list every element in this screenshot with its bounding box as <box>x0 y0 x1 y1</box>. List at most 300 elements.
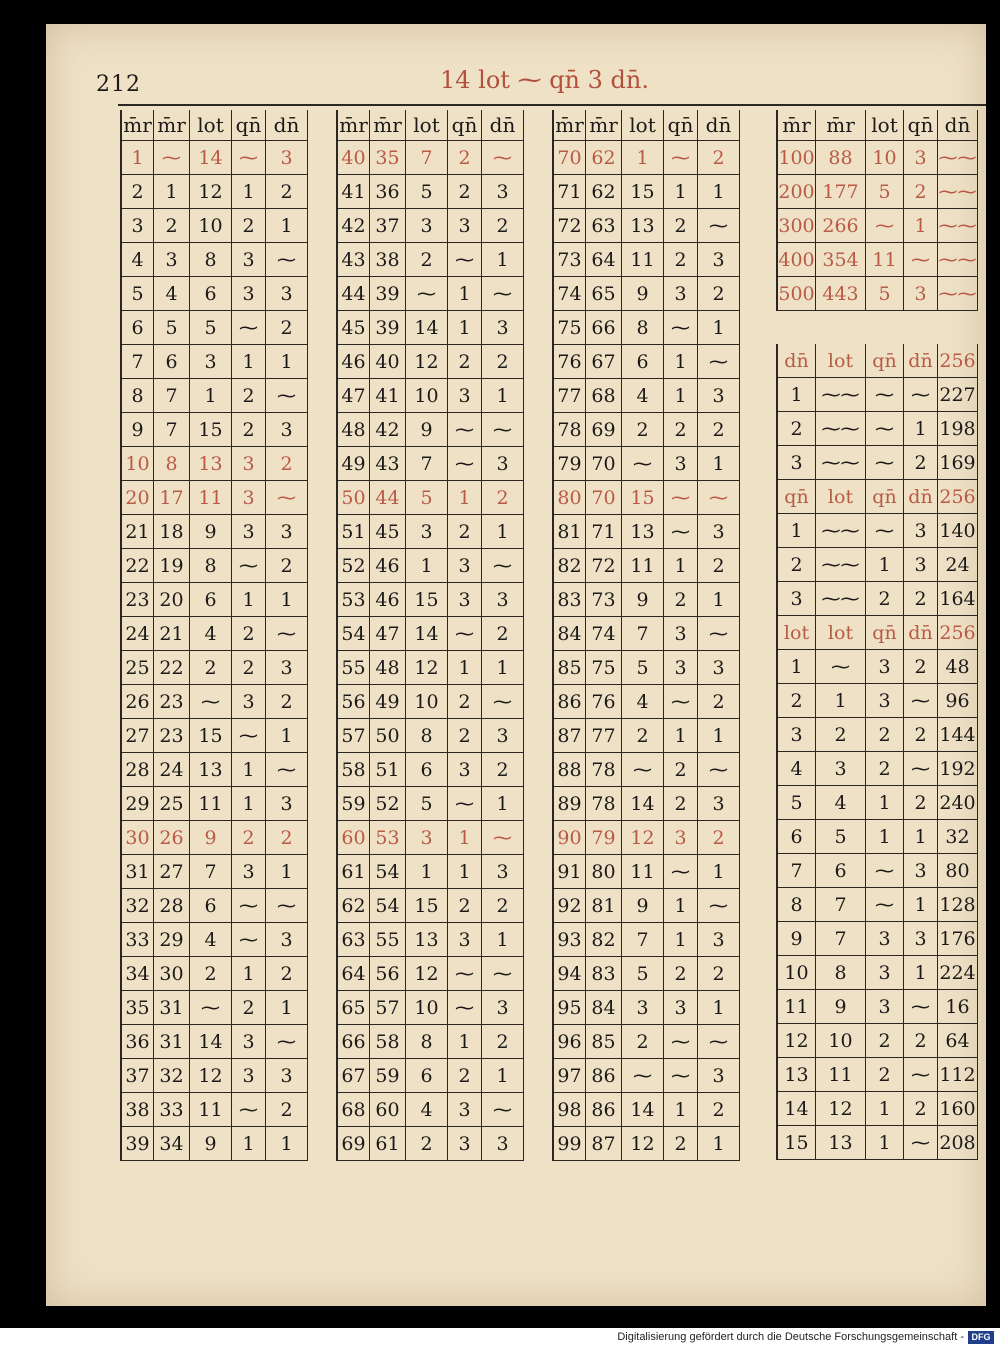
table-cell: 66 <box>336 1025 370 1058</box>
table-cell: ⁓ <box>232 889 266 922</box>
table-cell: 3 <box>406 821 448 854</box>
table-cell: ⁓ <box>232 141 266 174</box>
table-cell: ⁓ <box>448 413 482 446</box>
table-row <box>552 821 740 855</box>
table-cell: 10 <box>406 991 448 1024</box>
table-cell: 1 <box>266 345 308 378</box>
table-cell: ⁓ <box>482 957 524 990</box>
table-cell: 33 <box>154 1093 190 1126</box>
table-cell: 300 <box>776 209 816 242</box>
table-cell: 91 <box>552 855 586 888</box>
table-cell: 1 <box>154 175 190 208</box>
table-cell: 34 <box>154 1127 190 1160</box>
table-cell: 2 <box>904 1024 938 1057</box>
table-row <box>336 821 524 855</box>
table-cell: 5 <box>406 175 448 208</box>
table-row <box>120 685 308 719</box>
table-cell: 1 <box>664 549 698 582</box>
table-cell: 2 <box>232 209 266 242</box>
table-cell: 25 <box>120 651 154 684</box>
table-cell: 24 <box>154 753 190 786</box>
table-cell: 1 <box>698 855 740 888</box>
table-cell: 3 <box>698 923 740 956</box>
table-cell: 169 <box>938 446 978 479</box>
table-cell: ⁓ <box>266 1025 308 1058</box>
table-cell: 1 <box>698 583 740 616</box>
table-row <box>336 515 524 549</box>
table-cell: ⁓ <box>622 1059 664 1092</box>
table-cell: 1 <box>232 175 266 208</box>
table-cell: ⁓ <box>622 447 664 480</box>
table-cell: 4 <box>816 786 866 819</box>
table-cell: 2 <box>232 379 266 412</box>
table-cell: m̄r <box>552 110 586 140</box>
table-cell: ⁓ <box>482 821 524 854</box>
table-cell: 2 <box>698 821 740 854</box>
column-header-row <box>336 110 524 141</box>
table-cell: 10 <box>406 379 448 412</box>
table-cell: 13 <box>406 923 448 956</box>
table-cell: ⁓ <box>266 243 308 276</box>
table-cell: ⁓ <box>482 277 524 310</box>
table-cell: 11 <box>622 855 664 888</box>
table-cell: 2 <box>904 175 938 208</box>
table-cell: 4 <box>622 379 664 412</box>
table-cell: 12 <box>622 821 664 854</box>
table-cell: 11 <box>776 990 816 1023</box>
table-cell: 1 <box>664 1093 698 1126</box>
table-cell: 3 <box>482 447 524 480</box>
table-cell: 2 <box>816 718 866 751</box>
table-cell: 15 <box>622 481 664 514</box>
table-row <box>120 787 308 821</box>
table-cell: 28 <box>154 889 190 922</box>
table-cell: 14 <box>406 617 448 650</box>
table-row <box>776 1092 978 1126</box>
table-cell: 8 <box>816 956 866 989</box>
table-cell: 56 <box>370 957 406 990</box>
table-cell: 3 <box>266 1059 308 1092</box>
table-cell: 32 <box>120 889 154 922</box>
table-cell: lot <box>816 344 866 377</box>
table-row <box>120 345 308 379</box>
table-cell: 23 <box>154 719 190 752</box>
table-cell: ⁓ <box>266 379 308 412</box>
table-cell: 12 <box>406 651 448 684</box>
table-cell: ⁓ <box>448 787 482 820</box>
table-cell: 1 <box>482 379 524 412</box>
table-cell: 1 <box>622 141 664 174</box>
table-cell: 1 <box>448 311 482 344</box>
table-row <box>776 684 978 718</box>
table-cell: 49 <box>370 685 406 718</box>
table-cell: 76 <box>586 685 622 718</box>
table-cell: 15 <box>406 889 448 922</box>
table-cell: 2 <box>482 889 524 922</box>
table-row <box>120 209 308 243</box>
table-row <box>552 719 740 753</box>
table-cell: 31 <box>154 991 190 1024</box>
table-cell: qn̄ <box>904 110 938 140</box>
table-row <box>776 446 978 480</box>
table-cell: ⁓ <box>664 1059 698 1092</box>
table-cell: 7 <box>154 379 190 412</box>
table-cell: 15 <box>190 413 232 446</box>
table-column-1 <box>120 110 308 1161</box>
table-row <box>552 1059 740 1093</box>
table-cell: dn̄ <box>482 110 524 140</box>
table-cell: m̄r <box>586 110 622 140</box>
table-cell: ⁓⁓ <box>816 378 866 411</box>
table-cell: ⁓ <box>904 990 938 1023</box>
table-cell: 1 <box>664 923 698 956</box>
table-cell: 7 <box>154 413 190 446</box>
table-cell: 17 <box>154 481 190 514</box>
table-cell: 8 <box>776 888 816 921</box>
table-cell: 2 <box>482 209 524 242</box>
table-row <box>776 548 978 582</box>
spacer <box>776 311 978 344</box>
table-row <box>336 379 524 413</box>
table-cell: dn̄ <box>266 110 308 140</box>
table-cell: 16 <box>938 990 978 1023</box>
table-row <box>336 617 524 651</box>
table-cell: 53 <box>336 583 370 616</box>
table-cell: 1 <box>266 1127 308 1160</box>
table-cell: ⁓ <box>904 378 938 411</box>
table-cell: 87 <box>552 719 586 752</box>
table-cell: 2 <box>482 617 524 650</box>
table-cell: 1 <box>904 956 938 989</box>
table-cell: 1 <box>866 548 904 581</box>
table-cell: ⁓ <box>448 957 482 990</box>
table-cell: 39 <box>120 1127 154 1160</box>
table-cell: ⁓ <box>482 549 524 582</box>
table-cell: 14 <box>622 1093 664 1126</box>
table-row <box>120 1025 308 1059</box>
table-cell: ⁓ <box>866 209 904 242</box>
table-cell: 2 <box>664 583 698 616</box>
table-cell: 2 <box>904 446 938 479</box>
table-cell: 5 <box>866 175 904 208</box>
table-row <box>120 1059 308 1093</box>
table-cell: 6 <box>816 854 866 887</box>
table-cell: 200 <box>776 175 816 208</box>
table-row <box>336 481 524 515</box>
table-cell: qn̄ <box>866 344 904 377</box>
table-cell: ⁓ <box>232 1093 266 1126</box>
table-cell: 2 <box>698 413 740 446</box>
table-row <box>120 753 308 787</box>
table-cell: 84 <box>586 991 622 1024</box>
table-cell: 13 <box>622 209 664 242</box>
table-row <box>552 923 740 957</box>
table-cell: 3 <box>866 922 904 955</box>
table-cell: ⁓ <box>232 549 266 582</box>
table-cell: 49 <box>336 447 370 480</box>
table-cell: 3 <box>232 447 266 480</box>
table-cell: 21 <box>154 617 190 650</box>
table-cell: m̄r <box>816 110 866 140</box>
table-cell: 2 <box>698 277 740 310</box>
table-cell: 6 <box>776 820 816 853</box>
table-cell: 2 <box>232 991 266 1024</box>
table-row <box>776 956 978 990</box>
table-cell: 2 <box>448 719 482 752</box>
table-cell: 29 <box>154 923 190 956</box>
table-row <box>552 447 740 481</box>
table-cell: 42 <box>336 209 370 242</box>
table-cell: 80 <box>552 481 586 514</box>
table-row <box>776 1126 978 1160</box>
table-cell: 4 <box>190 923 232 956</box>
table-cell: 4 <box>154 277 190 310</box>
subtable-header-row <box>776 480 978 514</box>
table-cell: 13 <box>190 447 232 480</box>
table-cell: 1 <box>448 277 482 310</box>
table-cell: 7 <box>816 922 866 955</box>
table-cell: 68 <box>586 379 622 412</box>
table-cell: 6 <box>406 753 448 786</box>
table-cell: ⁓ <box>866 412 904 445</box>
table-cell: 1 <box>664 719 698 752</box>
table-cell: 68 <box>336 1093 370 1126</box>
table-column-4 <box>776 110 978 1160</box>
table-row <box>336 413 524 447</box>
table-row <box>120 855 308 889</box>
table-row <box>776 378 978 412</box>
table-cell: 2 <box>776 412 816 445</box>
table-row <box>336 685 524 719</box>
table-cell: ⁓ <box>664 141 698 174</box>
table-cell: 53 <box>370 821 406 854</box>
table-cell: 46 <box>370 549 406 582</box>
table-cell: 2 <box>664 209 698 242</box>
table-cell: lot <box>622 110 664 140</box>
table-row <box>336 175 524 209</box>
table-cell: 3 <box>664 991 698 1024</box>
table-cell: 2 <box>622 1025 664 1058</box>
table-row <box>120 923 308 957</box>
table-cell: 41 <box>370 379 406 412</box>
column-header-row <box>776 110 978 141</box>
table-cell: 1 <box>904 888 938 921</box>
table-row <box>552 1093 740 1127</box>
table-cell: 42 <box>370 413 406 446</box>
table-cell: 14 <box>776 1092 816 1125</box>
table-cell: ⁓⁓ <box>938 141 978 174</box>
table-cell: 12 <box>776 1024 816 1057</box>
table-cell: ⁓⁓ <box>816 446 866 479</box>
table-cell: 9 <box>190 821 232 854</box>
table-cell: 62 <box>586 175 622 208</box>
table-cell: 55 <box>336 651 370 684</box>
table-cell: ⁓ <box>866 378 904 411</box>
table-cell: 60 <box>336 821 370 854</box>
table-cell: 11 <box>866 243 904 276</box>
table-cell: ⁓ <box>866 888 904 921</box>
table-cell: 2 <box>664 957 698 990</box>
table-cell: 78 <box>586 787 622 820</box>
table-cell: ⁓ <box>448 243 482 276</box>
table-row <box>776 175 978 209</box>
table-cell: 12 <box>190 1059 232 1092</box>
table-cell: 3 <box>232 1025 266 1058</box>
table-row <box>552 379 740 413</box>
table-cell: 198 <box>938 412 978 445</box>
table-cell: 2 <box>232 413 266 446</box>
table-row <box>336 1093 524 1127</box>
table-cell: ⁓ <box>266 753 308 786</box>
table-cell: 30 <box>120 821 154 854</box>
table-cell: 50 <box>336 481 370 514</box>
table-cell: 46 <box>336 345 370 378</box>
table-cell: 10 <box>866 141 904 174</box>
table-cell: 67 <box>336 1059 370 1092</box>
table-cell: 1 <box>482 787 524 820</box>
table-cell: 2 <box>190 651 232 684</box>
table-cell: lot <box>190 110 232 140</box>
table-row <box>120 991 308 1025</box>
table-cell: 1 <box>406 855 448 888</box>
table-cell: ⁓ <box>664 685 698 718</box>
table-cell: ⁓ <box>698 889 740 922</box>
table-row <box>776 990 978 1024</box>
table-cell: 12 <box>406 345 448 378</box>
table-row <box>120 1127 308 1161</box>
table-cell: 2 <box>266 957 308 990</box>
table-cell: 3 <box>776 582 816 615</box>
table-cell: 2 <box>448 345 482 378</box>
table-cell: 128 <box>938 888 978 921</box>
table-cell: 13 <box>622 515 664 548</box>
table-cell: 2 <box>698 957 740 990</box>
table-row <box>336 277 524 311</box>
table-cell: 2 <box>664 413 698 446</box>
table-cell: 29 <box>120 787 154 820</box>
table-row <box>120 889 308 923</box>
table-cell: 30 <box>154 957 190 990</box>
table-cell: 26 <box>154 821 190 854</box>
table-cell: 38 <box>120 1093 154 1126</box>
table-cell: 93 <box>552 923 586 956</box>
table-cell: 266 <box>816 209 866 242</box>
table-cell: 25 <box>154 787 190 820</box>
table-cell: 2 <box>266 1093 308 1126</box>
table-cell: 60 <box>370 1093 406 1126</box>
table-cell: ⁓ <box>448 617 482 650</box>
table-cell: 74 <box>586 617 622 650</box>
table-row <box>552 311 740 345</box>
table-row <box>552 209 740 243</box>
table-cell: ⁓ <box>866 854 904 887</box>
table-cell: 3 <box>232 277 266 310</box>
table-cell: 192 <box>938 752 978 785</box>
table-cell: 1 <box>482 1059 524 1092</box>
table-cell: 3 <box>664 277 698 310</box>
table-row <box>120 719 308 753</box>
table-cell: 66 <box>586 311 622 344</box>
table-cell: 96 <box>552 1025 586 1058</box>
table-cell: 36 <box>370 175 406 208</box>
table-cell: 52 <box>370 787 406 820</box>
table-cell: 2 <box>776 548 816 581</box>
table-cell: 45 <box>370 515 406 548</box>
table-cell: 256 <box>938 616 978 649</box>
table-cell: 3 <box>482 1127 524 1160</box>
table-cell: 500 <box>776 277 816 310</box>
table-cell: 7 <box>190 855 232 888</box>
table-cell: 7 <box>406 141 448 174</box>
table-cell: ⁓ <box>266 889 308 922</box>
table-cell: 97 <box>552 1059 586 1092</box>
table-cell: 19 <box>154 549 190 582</box>
table-cell: 8 <box>622 311 664 344</box>
table-row <box>120 821 308 855</box>
table-cell: 34 <box>120 957 154 990</box>
table-cell: 5 <box>120 277 154 310</box>
table-cell: 208 <box>938 1126 978 1159</box>
table-cell: 2 <box>664 1127 698 1160</box>
table-cell: 13 <box>776 1058 816 1091</box>
table-cell: 79 <box>552 447 586 480</box>
table-cell: 62 <box>336 889 370 922</box>
table-cell: 100 <box>776 141 816 174</box>
table-cell: 3 <box>406 209 448 242</box>
table-cell: 99 <box>552 1127 586 1160</box>
table-cell: 3 <box>120 209 154 242</box>
table-cell: 40 <box>370 345 406 378</box>
table-cell: 2 <box>904 786 938 819</box>
table-cell: 3 <box>482 175 524 208</box>
table-cell: 256 <box>938 344 978 377</box>
dfg-logo: DFG <box>968 1331 994 1344</box>
table-cell: 2 <box>664 753 698 786</box>
table-cell: lot <box>776 616 816 649</box>
table-cell: 59 <box>336 787 370 820</box>
table-cell: 3 <box>866 990 904 1023</box>
table-row <box>776 888 978 922</box>
table-cell: 10 <box>406 685 448 718</box>
table-cell: 48 <box>370 651 406 684</box>
table-row <box>552 685 740 719</box>
table-cell: ⁓ <box>866 446 904 479</box>
table-row <box>120 481 308 515</box>
table-cell: ⁓ <box>190 685 232 718</box>
table-cell: 10 <box>190 209 232 242</box>
table-cell: 26 <box>120 685 154 718</box>
table-cell: ⁓⁓ <box>938 243 978 276</box>
table-row <box>120 957 308 991</box>
table-cell: 21 <box>120 515 154 548</box>
table-row <box>776 854 978 888</box>
table-cell: 33 <box>120 923 154 956</box>
table-row <box>552 141 740 175</box>
table-cell: 1 <box>232 583 266 616</box>
table-row <box>120 1093 308 1127</box>
table-cell: ⁓ <box>482 685 524 718</box>
table-cell: 3 <box>904 141 938 174</box>
table-cell: 1 <box>266 719 308 752</box>
table-cell: 6 <box>190 583 232 616</box>
table-cell: 75 <box>586 651 622 684</box>
table-row <box>552 889 740 923</box>
table-cell: 88 <box>816 141 866 174</box>
table-cell: 3 <box>448 923 482 956</box>
table-cell: 13 <box>816 1126 866 1159</box>
table-cell: 3 <box>190 345 232 378</box>
table-cell: dn̄ <box>904 480 938 513</box>
